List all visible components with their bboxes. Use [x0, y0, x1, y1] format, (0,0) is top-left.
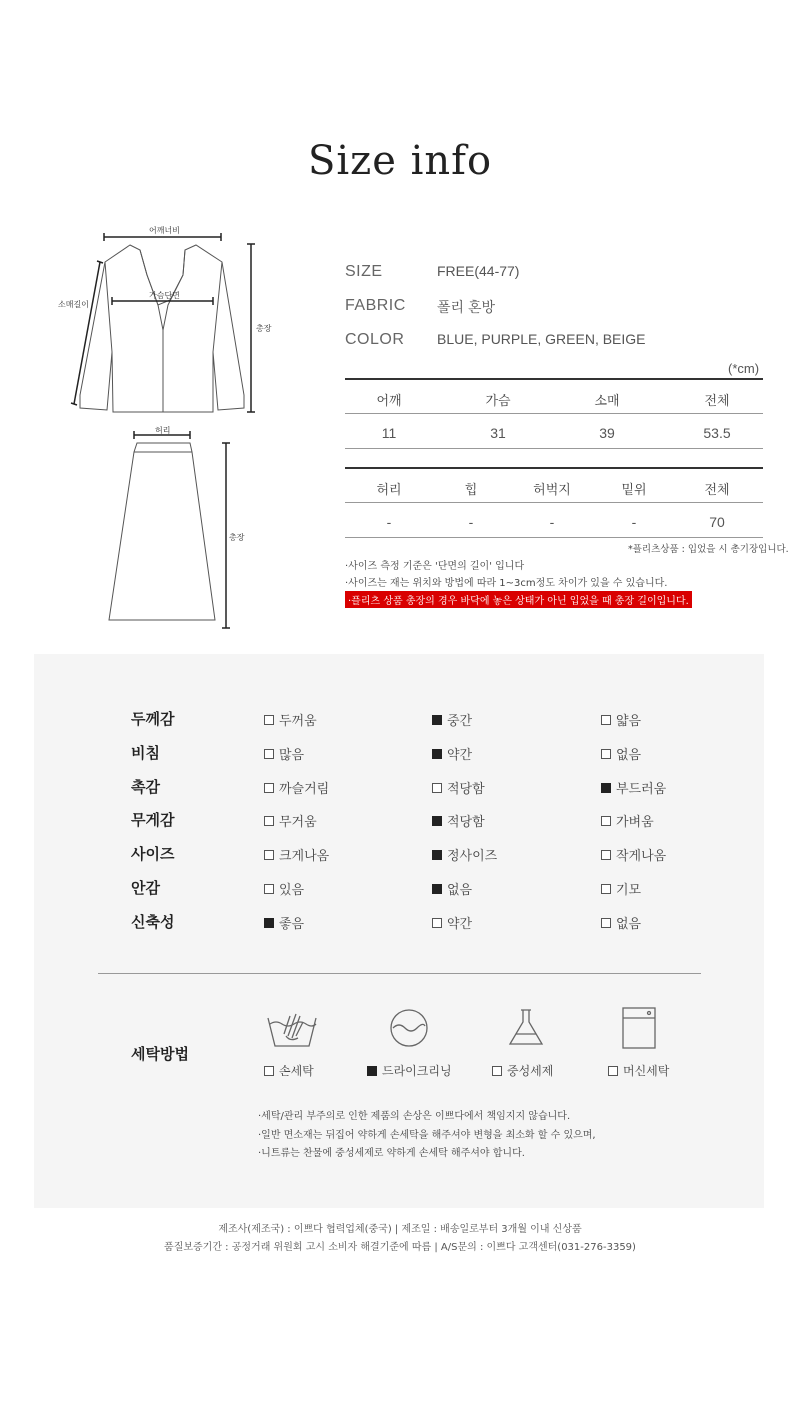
- table-header: 소매: [594, 394, 620, 409]
- attr-option: 까슬거림: [264, 778, 329, 797]
- spec-value: FREE(44-77): [437, 263, 520, 279]
- sleeve-measure-line: [74, 262, 100, 404]
- checkbox-empty: [601, 918, 611, 928]
- attr-option: 없음: [601, 744, 641, 763]
- hand-wash-icon: [264, 1006, 320, 1050]
- attr-label: 비침: [131, 744, 160, 762]
- attr-option: 적당함: [432, 778, 485, 797]
- spec-label: FABRIC: [345, 297, 406, 314]
- checkbox-checked: [264, 918, 274, 928]
- checkbox-checked: [432, 816, 442, 826]
- table-header: 힙: [464, 483, 478, 498]
- jacket-outline: [80, 245, 244, 412]
- page-title: Size info: [307, 138, 493, 184]
- attr-option: 많음: [264, 744, 304, 763]
- washing-label: 세탁방법: [131, 1045, 189, 1063]
- table-header: 밑위: [621, 483, 647, 498]
- spec-value: 폴리 혼방: [437, 299, 495, 315]
- table-cell: 11: [381, 425, 397, 441]
- waist-label: 허리: [155, 426, 171, 435]
- attr-option: 없음: [432, 879, 472, 898]
- table-cell: 70: [709, 514, 725, 530]
- attr-option: 가벼움: [601, 811, 654, 830]
- attr-option: 좋음: [264, 913, 304, 932]
- spec-value: BLUE, PURPLE, GREEN, BEIGE: [437, 331, 646, 347]
- fabric-attributes-panel: [34, 654, 764, 1208]
- checkbox-checked: [432, 884, 442, 894]
- unit-label: (*cm): [728, 361, 760, 376]
- attr-label: 두께감: [131, 710, 175, 728]
- attr-option: 기모: [601, 879, 641, 898]
- washing-machine-icon: [619, 1006, 659, 1050]
- neutral-detergent-icon: [504, 1006, 548, 1050]
- attr-option: 크게나옴: [264, 845, 329, 864]
- wash-option: 손세탁: [264, 1062, 314, 1079]
- attr-option: 약간: [432, 913, 472, 932]
- variance-note: ·사이즈는 재는 위치와 방법에 따라 1~3cm정도 차이가 있을 수 있습니다.: [345, 578, 668, 589]
- attr-option: 약간: [432, 744, 472, 763]
- attr-option: 얇음: [601, 710, 641, 729]
- checkbox-empty: [608, 1066, 618, 1076]
- checkbox-checked: [601, 783, 611, 793]
- checkbox-checked: [367, 1066, 377, 1076]
- table-cell: -: [631, 514, 637, 530]
- wash-option: 드라이크리닝: [367, 1062, 452, 1079]
- checkbox-empty: [601, 715, 611, 725]
- footer-manufacturer: 제조사(제조국) : 이쁘다 협력업체(중국) | 제조일 : 배송일로부터 3개월 이내 신상품: [218, 1224, 582, 1235]
- attr-label: 신축성: [131, 913, 175, 931]
- checkbox-empty: [492, 1066, 502, 1076]
- table-cell: -: [549, 514, 555, 530]
- care-note: ·세탁/관리 부주의로 인한 제품의 손상은 이쁘다에서 책임지지 않습니다.: [258, 1111, 571, 1122]
- attr-option: 있음: [264, 879, 304, 898]
- attr-label: 안감: [131, 879, 160, 897]
- attr-label: 무게감: [131, 811, 175, 829]
- checkbox-empty: [264, 1066, 274, 1076]
- table-cell: -: [468, 514, 474, 530]
- checkbox-empty: [601, 850, 611, 860]
- table-header: 허벅지: [533, 483, 571, 498]
- attr-option: 중간: [432, 710, 472, 729]
- spec-label: SIZE: [345, 263, 383, 280]
- attr-label: 촉감: [131, 778, 160, 796]
- checkbox-checked: [432, 850, 442, 860]
- attr-option: 무거움: [264, 811, 317, 830]
- shoulder-label: 어깨너비: [149, 226, 180, 235]
- checkbox-checked: [432, 715, 442, 725]
- attr-label: 사이즈: [131, 845, 175, 863]
- chest-label: 가슴단면: [149, 291, 180, 300]
- checkbox-empty: [264, 850, 274, 860]
- attr-option: 정사이즈: [432, 845, 497, 864]
- checkbox-empty: [432, 918, 442, 928]
- skirt-length-label: 총장: [229, 533, 245, 542]
- measure-note: ·사이즈 측정 기준은 '단면의 길이' 입니다: [345, 561, 525, 572]
- checkbox-empty: [264, 715, 274, 725]
- checkbox-empty: [601, 816, 611, 826]
- table-header: 가슴: [485, 394, 511, 409]
- attr-option: 부드러움: [601, 778, 666, 797]
- checkbox-empty: [432, 783, 442, 793]
- table-header: 허리: [376, 483, 402, 498]
- checkbox-empty: [264, 749, 274, 759]
- table-cell: 53.5: [703, 425, 731, 441]
- table-cell: 39: [599, 425, 615, 441]
- table-header: 전체: [704, 394, 730, 409]
- attr-option: 작게나옴: [601, 845, 666, 864]
- wash-option: 머신세탁: [608, 1062, 669, 1079]
- table-header: 전체: [704, 483, 730, 498]
- checkbox-checked: [432, 749, 442, 759]
- attr-option: 없음: [601, 913, 641, 932]
- care-note: ·일반 면소재는 뒤집어 약하게 손세탁을 해주셔야 변형을 최소화 할 수 있으며,: [258, 1130, 596, 1141]
- attr-option: 적당함: [432, 811, 485, 830]
- table-cell: -: [386, 514, 392, 530]
- pleats-warning: ·플리츠 상품 총장의 경우 바닥에 놓은 상태가 아닌 입었을 때 총장 길이입니다.: [345, 591, 692, 608]
- spec-label: COLOR: [345, 331, 405, 348]
- pleats-note: *플리츠상품 : 입었을 시 총기장입니다.: [628, 544, 789, 555]
- skirt-outline: [109, 443, 215, 620]
- table-cell: 31: [490, 425, 506, 441]
- footer-warranty: 품질보증기간 : 공정거래 위원회 고시 소비자 해결기준에 따름 | A/S문의 : 이쁘다 고객센터(031-276-3359): [164, 1242, 636, 1253]
- top-length-label: 총장: [256, 324, 272, 333]
- checkbox-empty: [264, 816, 274, 826]
- checkbox-empty: [601, 749, 611, 759]
- checkbox-empty: [601, 884, 611, 894]
- section-divider: [98, 973, 701, 974]
- checkbox-empty: [264, 783, 274, 793]
- garment-diagram: [0, 0, 320, 640]
- attr-option: 두꺼움: [264, 710, 317, 729]
- dry-clean-icon: [387, 1006, 431, 1050]
- table-header: 어깨: [376, 394, 402, 409]
- sleeve-label: 소매길이: [58, 300, 89, 309]
- wash-option: 중성세제: [492, 1062, 553, 1079]
- checkbox-empty: [264, 884, 274, 894]
- size-illustration: [0, 0, 320, 640]
- care-note: ·니트류는 찬물에 중성세제로 약하게 손세탁 해주셔야 합니다.: [258, 1148, 525, 1159]
